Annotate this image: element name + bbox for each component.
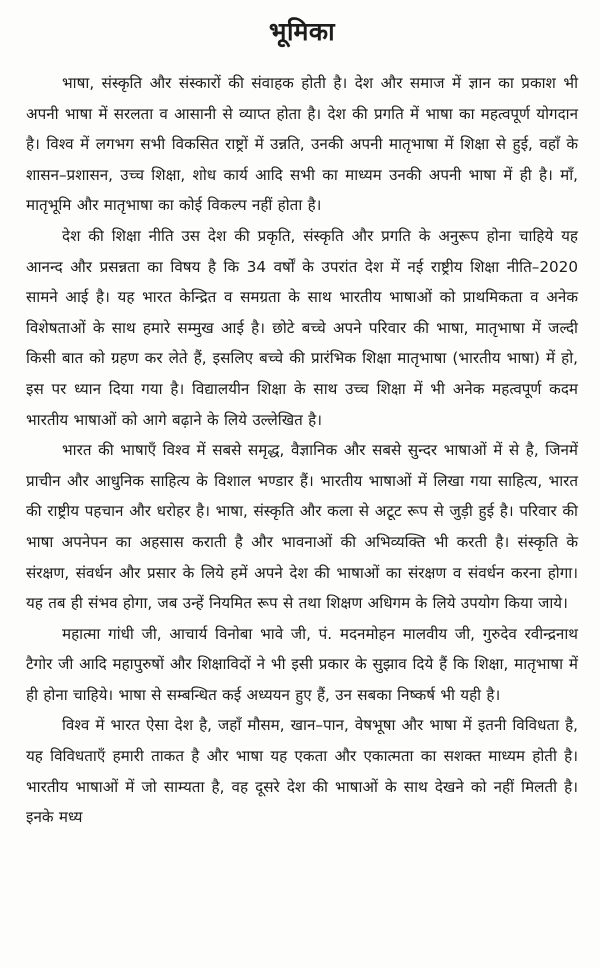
page-title: भूमिका [268,17,336,46]
paragraph-4: महात्मा गांधी जी, आचार्य विनोबा भावे जी, पं. मदनमोहन मालवीय जी, गुरुदेव रवीन्द्रनाथ टैगोर जी आदि महापुरुषों और शिक्षाविदों ने भी इसी प्रकार के सुझाव दिये हैं कि शिक्षा, मातृभाषा में ही होना चाहिये। भाषा से सम्बन्धित कई अध्ययन हुए हैं, उन सबका निष्कर्ष भी यही है। [26,624,578,704]
paragraph-5: विश्व में भारत ऐसा देश है, जहाँ मौसम, खान–पान, वेषभूषा और भाषा में इतनी विविधता है, यह विविधताएँ हमारी ताकत है और भाषा यह एकता और एकात्मता का सशक्त माध्यम होती है। भारतीय भाषाओं में जो साम्यता है, वह दूसरे देश की भाषाओं के साथ देखने को नहीं मिलती है। इनके मध्य [26,716,578,827]
paragraph-1: भाषा, संस्कृति और संस्कारों की संवाहक होती है। देश और समाज में ज्ञान का प्रकाश भी अपनी भाषा में सरलता व आसानी से व्याप्त होता है। देश की प्रगति में भाषा का महत्वपूर्ण योगदान है। विश्व में लगभग सभी विकसित राष्ट्रों में उन्नति, उनकी अपनी मातृभाषा में शिक्षा से हुई, वहाँ के शासन–प्रशासन, उच्च शिक्षा, शोध कार्य आदि सभी का माध्यम उनकी अपनी भाषा में ही है। माँ, मातृभूमि और मातृभाषा का कोई विकल्प नहीं होता है। [26,74,578,215]
document-body [26,68,578,833]
paragraph-3: भारत की भाषाएँ विश्व में सबसे समृद्ध, वैज्ञानिक और सबसे सुन्दर भाषाओं में से है, जिनमें प्राचीन और आधुनिक साहित्य के विशाल भण्डार हैं। भारतीय भाषाओं में लिखा गया साहित्य, भारत की राष्ट्रीय पहचान और धरोहर है। भाषा, संस्कृति और कला से अटूट रूप से जुड़ी हुई है। परिवार की भाषा अपनेपन का अहसास कराती है और भावनाओं की अभिव्यक्ति भी करती है। संस्कृति के संरक्षण, संवर्धन और प्रसार के लिये हमें अपने देश की भाषाओं का संरक्षण व संवर्धन करना होगा। यह तब ही संभव होगा, जब उन्हें नियमित रूप से तथा शिक्षण अधिगम के लिये उपयोग किया जाये। [26,441,578,613]
paragraph-2: देश की शिक्षा नीति उस देश की प्रकृति, संस्कृति और प्रगति के अनुरूप होना चाहिये यह आनन्द और प्रसन्नता का विषय है कि 34 वर्षों के उपरांत देश में नई राष्ट्रीय शिक्षा नीति–2020 सामने आई है। यह भारत केन्द्रित व समग्रता के साथ भारतीय भाषाओं को प्राथमिकता व अनेक विशेषताओं के साथ हमारे सम्मुख आई है। छोटे बच्चे अपने परिवार की भाषा, मातृभाषा में जल्दी किसी बात को ग्रहण कर लेते हैं, इसलिए बच्चे की प्रारंभिक शिक्षा मातृभाषा (भारतीय भाषा) में हो, इस पर ध्यान दिया गया है। विद्यालयीन शिक्षा के साथ उच्च शिक्षा में भी अनेक महत्वपूर्ण कदम भारतीय भाषाओं को आगे बढ़ाने के लिये उल्लेखित है। [26,226,578,429]
